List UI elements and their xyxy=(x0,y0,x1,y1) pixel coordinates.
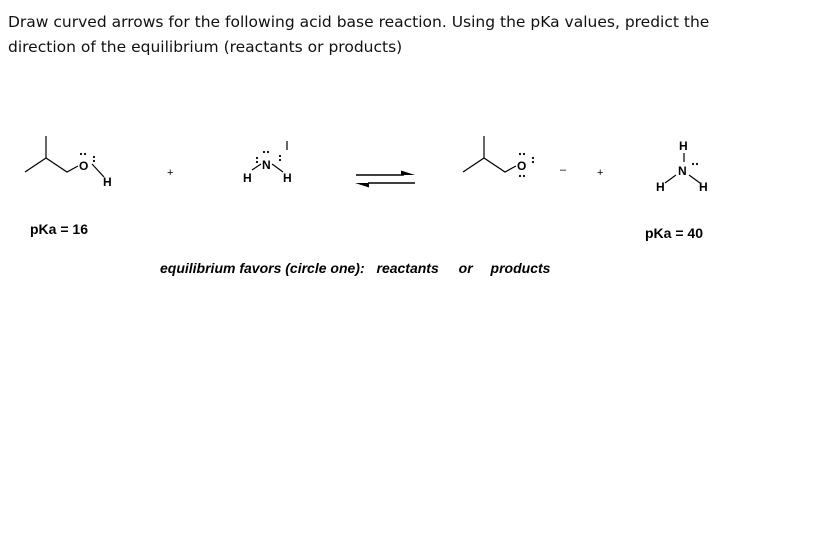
option-reactants[interactable]: reactants xyxy=(376,260,439,276)
equilibrium-arrows xyxy=(355,171,415,188)
option-separator: or xyxy=(458,260,473,276)
isopropoxide-structure xyxy=(463,136,516,172)
question-line-1: Draw curved arrows for the following acid base reaction. Using the pKa values, predict the xyxy=(8,13,710,31)
option-products[interactable]: products xyxy=(490,260,551,276)
equilibrium-question: equilibrium favors (circle one): xyxy=(160,260,365,276)
pka-label-right: pKa = 40 xyxy=(645,225,703,241)
ammonia-hydrogen-right: H xyxy=(699,180,708,194)
equilibrium-prompt xyxy=(160,260,550,276)
ammonia-hydrogen-top: H xyxy=(679,139,688,153)
ammonia-nitrogen: N xyxy=(678,164,687,178)
isopropanol-oxygen: O xyxy=(79,159,89,173)
pka-label-left: pKa = 16 xyxy=(30,221,88,237)
ammonia-lone-pair xyxy=(692,163,698,165)
negative-charge: – xyxy=(560,164,567,176)
plus-sign-2: + xyxy=(597,167,604,179)
question-line-2: direction of the equilibrium (reactants or products) xyxy=(8,38,403,56)
amide-hydrogen-left: H xyxy=(243,171,252,185)
isopropanol-hydrogen: H xyxy=(103,175,112,189)
isopropoxide-oxygen: O xyxy=(517,159,527,173)
plus-sign-1: + xyxy=(167,167,174,179)
amide-hydrogen-right: H xyxy=(283,171,292,185)
amide-nitrogen: N xyxy=(262,158,271,172)
isopropanol-structure xyxy=(25,136,104,177)
ammonia-hydrogen-left: H xyxy=(656,180,665,194)
